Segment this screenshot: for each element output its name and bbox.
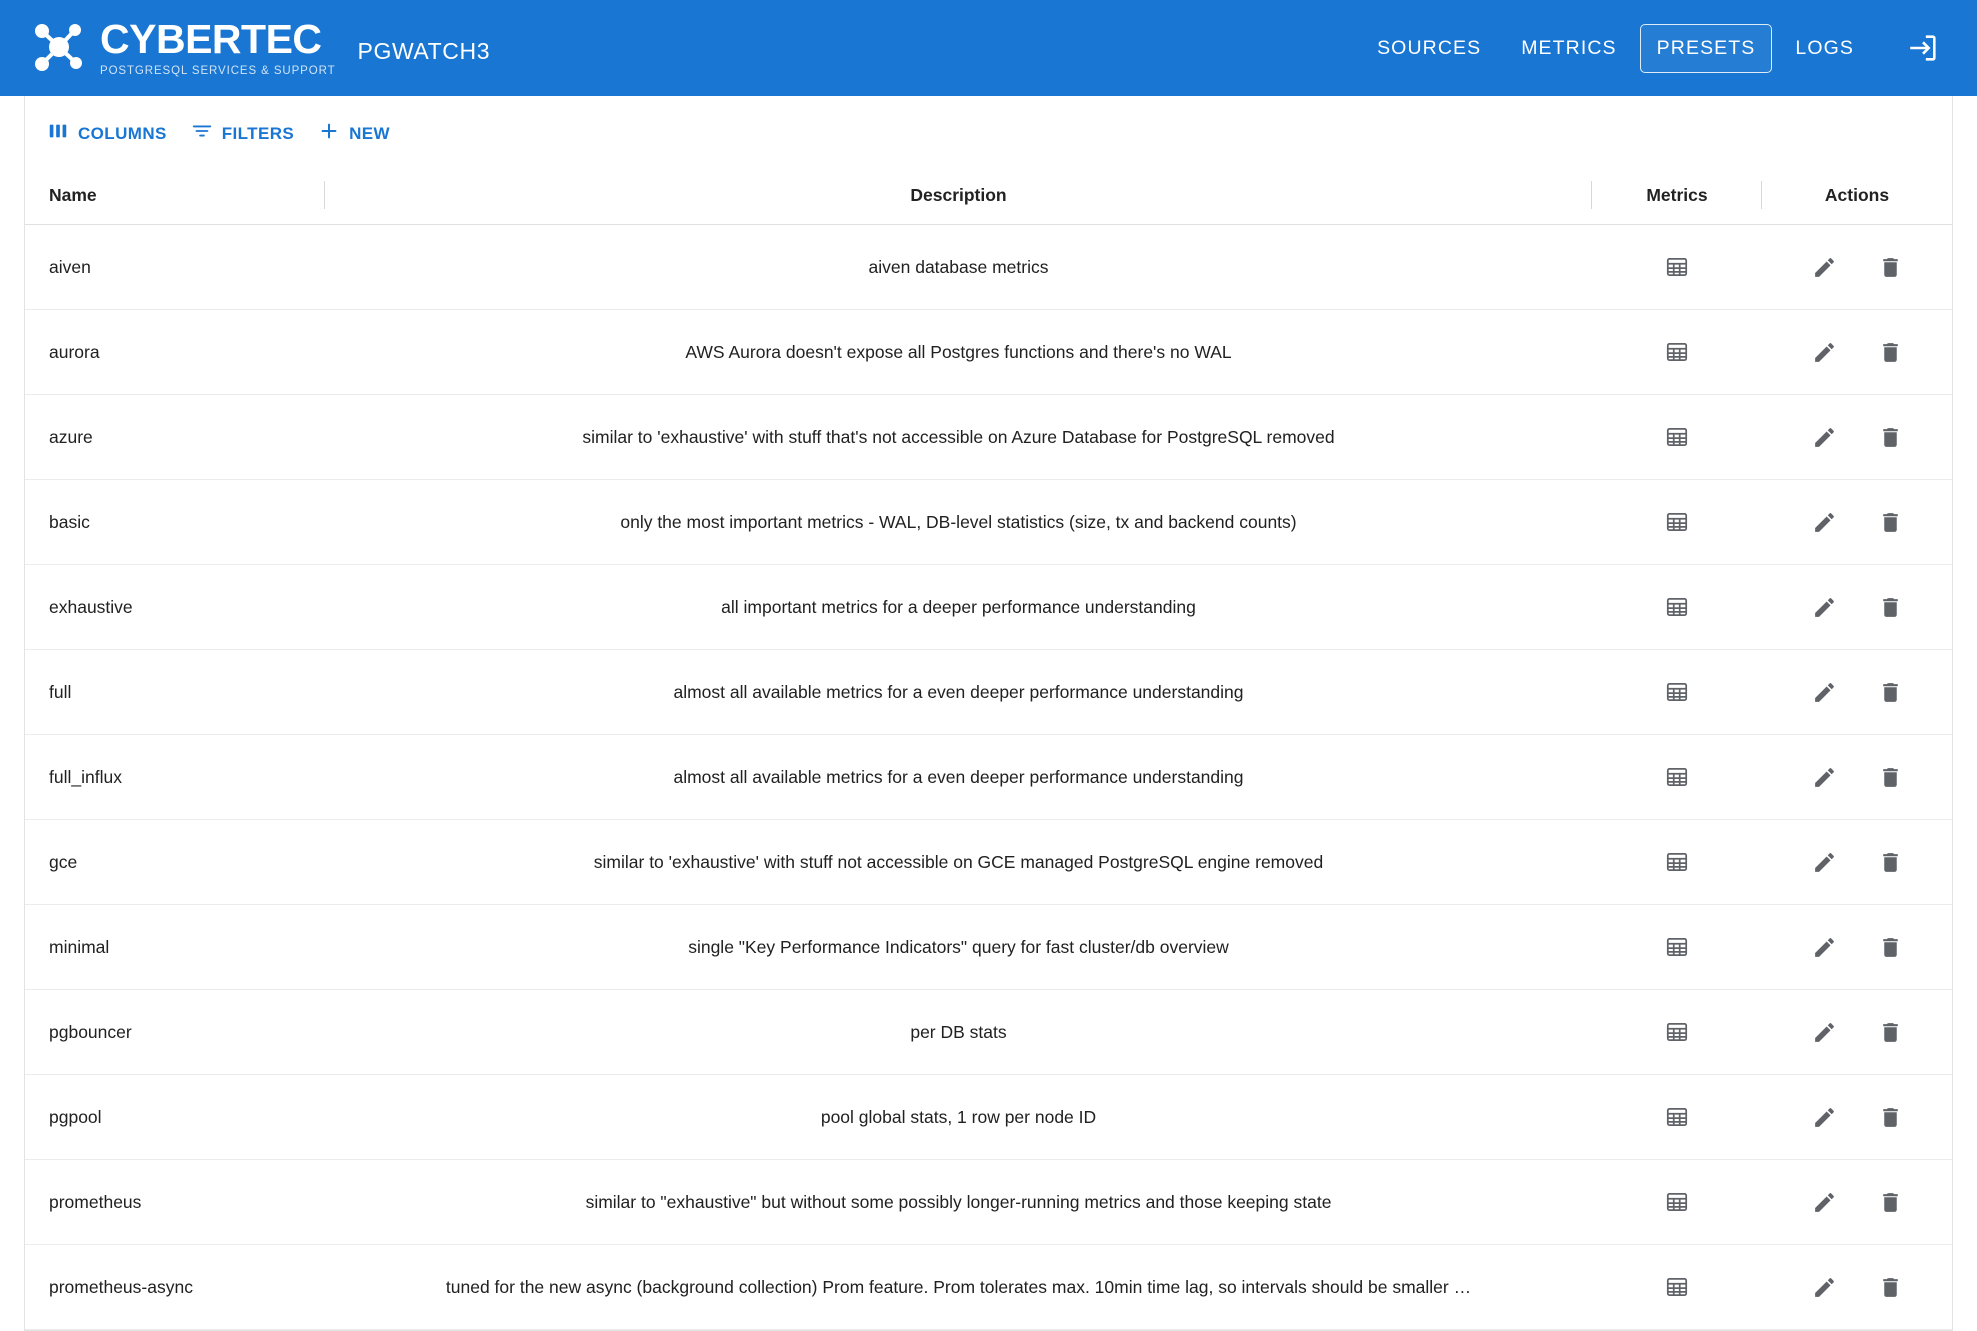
preset-metrics-cell bbox=[1592, 310, 1762, 395]
logout-icon[interactable] bbox=[1903, 28, 1943, 68]
table-grid-icon[interactable] bbox=[1657, 587, 1697, 627]
preset-actions-cell bbox=[1762, 735, 1952, 820]
trash-icon[interactable] bbox=[1870, 672, 1910, 712]
preset-name: full bbox=[25, 650, 325, 735]
column-header-actions-label: Actions bbox=[1824, 185, 1890, 205]
table-row[interactable] bbox=[25, 820, 1952, 905]
preset-description: similar to "exhaustive" but without some possibly longer-running metrics and those keeping state bbox=[325, 1160, 1592, 1245]
main-nav bbox=[1360, 24, 1953, 73]
column-header-description-label: Description bbox=[910, 185, 1007, 205]
preset-name: aurora bbox=[25, 310, 325, 395]
trash-icon[interactable] bbox=[1870, 1012, 1910, 1052]
column-header-name-label: Name bbox=[49, 185, 97, 205]
pencil-icon[interactable] bbox=[1804, 1097, 1844, 1137]
table-row[interactable] bbox=[25, 310, 1952, 395]
table-grid-icon[interactable] bbox=[1657, 1267, 1697, 1307]
preset-description: similar to 'exhaustive' with stuff not accessible on GCE managed PostgreSQL engine removed bbox=[325, 820, 1592, 905]
preset-actions-cell bbox=[1762, 1075, 1952, 1160]
new-label: NEW bbox=[349, 123, 390, 143]
filter-icon bbox=[191, 120, 213, 147]
presets-table bbox=[25, 167, 1952, 1330]
preset-description: only the most important metrics - WAL, DB-level statistics (size, tx and backend counts) bbox=[325, 480, 1592, 565]
nav-metrics[interactable]: METRICS bbox=[1521, 36, 1617, 59]
preset-actions-cell bbox=[1762, 1160, 1952, 1245]
table-grid-icon[interactable] bbox=[1657, 1097, 1697, 1137]
plus-icon bbox=[318, 120, 340, 147]
preset-name: full_influx bbox=[25, 735, 325, 820]
pencil-icon[interactable] bbox=[1804, 332, 1844, 372]
table-grid-icon[interactable] bbox=[1657, 417, 1697, 457]
trash-icon[interactable] bbox=[1870, 587, 1910, 627]
preset-actions-cell bbox=[1762, 480, 1952, 565]
trash-icon[interactable] bbox=[1870, 1097, 1910, 1137]
table-grid-icon[interactable] bbox=[1657, 247, 1697, 287]
nav-logs[interactable]: LOGS bbox=[1795, 36, 1854, 59]
preset-actions-cell bbox=[1762, 395, 1952, 480]
preset-metrics-cell bbox=[1592, 735, 1762, 820]
pencil-icon[interactable] bbox=[1804, 927, 1844, 967]
preset-actions-cell bbox=[1762, 990, 1952, 1075]
pencil-icon[interactable] bbox=[1804, 502, 1844, 542]
pencil-icon[interactable] bbox=[1804, 672, 1844, 712]
trash-icon[interactable] bbox=[1870, 417, 1910, 457]
preset-metrics-cell bbox=[1592, 480, 1762, 565]
preset-metrics-cell bbox=[1592, 650, 1762, 735]
column-header-description[interactable] bbox=[325, 167, 1592, 225]
nav-presets[interactable]: PRESETS bbox=[1640, 24, 1773, 73]
table-grid-icon[interactable] bbox=[1657, 672, 1697, 712]
table-head bbox=[25, 167, 1952, 225]
trash-icon[interactable] bbox=[1870, 1267, 1910, 1307]
table-row[interactable] bbox=[25, 1160, 1952, 1245]
pencil-icon[interactable] bbox=[1804, 1012, 1844, 1052]
table-row[interactable] bbox=[25, 480, 1952, 565]
preset-description: almost all available metrics for a even deeper performance understanding bbox=[325, 735, 1592, 820]
preset-name: exhaustive bbox=[25, 565, 325, 650]
nav-sources[interactable]: SOURCES bbox=[1377, 36, 1482, 59]
table-row[interactable] bbox=[25, 735, 1952, 820]
preset-description: AWS Aurora doesn't expose all Postgres functions and there's no WAL bbox=[325, 310, 1592, 395]
table-row[interactable] bbox=[25, 565, 1952, 650]
app-header bbox=[0, 0, 1977, 96]
preset-metrics-cell bbox=[1592, 820, 1762, 905]
preset-metrics-cell bbox=[1592, 905, 1762, 990]
preset-metrics-cell bbox=[1592, 1075, 1762, 1160]
preset-name: aiven bbox=[25, 225, 325, 310]
table-row[interactable] bbox=[25, 1245, 1952, 1330]
preset-actions-cell bbox=[1762, 1245, 1952, 1330]
table-row[interactable] bbox=[25, 650, 1952, 735]
preset-description: pool global stats, 1 row per node ID bbox=[325, 1075, 1592, 1160]
column-header-name[interactable] bbox=[25, 167, 325, 225]
table-grid-icon[interactable] bbox=[1657, 502, 1697, 542]
table-row[interactable] bbox=[25, 395, 1952, 480]
preset-description: all important metrics for a deeper performance understanding bbox=[325, 565, 1592, 650]
preset-metrics-cell bbox=[1592, 1245, 1762, 1330]
preset-name: basic bbox=[25, 480, 325, 565]
preset-metrics-cell bbox=[1592, 1160, 1762, 1245]
filters-label: FILTERS bbox=[221, 123, 295, 143]
trash-icon[interactable] bbox=[1870, 757, 1910, 797]
brand bbox=[28, 17, 490, 79]
preset-actions-cell bbox=[1762, 565, 1952, 650]
brand-name: CYBERTEC bbox=[100, 16, 322, 62]
preset-actions-cell bbox=[1762, 905, 1952, 990]
preset-description: aiven database metrics bbox=[325, 225, 1592, 310]
pencil-icon[interactable] bbox=[1804, 417, 1844, 457]
table-grid-icon[interactable] bbox=[1657, 927, 1697, 967]
columns-button[interactable] bbox=[35, 112, 179, 155]
preset-name: minimal bbox=[25, 905, 325, 990]
trash-icon[interactable] bbox=[1870, 1182, 1910, 1222]
trash-icon[interactable] bbox=[1870, 332, 1910, 372]
table-grid-icon[interactable] bbox=[1657, 332, 1697, 372]
trash-icon[interactable] bbox=[1870, 247, 1910, 287]
cybertec-logo-icon bbox=[28, 17, 90, 79]
table-grid-icon[interactable] bbox=[1657, 842, 1697, 882]
preset-actions-cell bbox=[1762, 820, 1952, 905]
preset-actions-cell bbox=[1762, 650, 1952, 735]
trash-icon[interactable] bbox=[1870, 502, 1910, 542]
pencil-icon[interactable] bbox=[1804, 247, 1844, 287]
preset-name: pgbouncer bbox=[25, 990, 325, 1075]
columns-label: COLUMNS bbox=[78, 123, 167, 143]
preset-actions-cell bbox=[1762, 310, 1952, 395]
preset-description: single "Key Performance Indicators" query for fast cluster/db overview bbox=[325, 905, 1592, 990]
table-grid-icon[interactable] bbox=[1657, 1182, 1697, 1222]
preset-name: prometheus-async bbox=[25, 1245, 325, 1330]
column-header-metrics-label: Metrics bbox=[1646, 185, 1708, 205]
columns-icon bbox=[47, 120, 69, 147]
table-grid-icon[interactable] bbox=[1657, 1012, 1697, 1052]
preset-description: tuned for the new async (background collection) Prom feature. Prom tolerates max. 10min time lag, so intervals should be smaller … bbox=[325, 1245, 1592, 1330]
presets-card bbox=[24, 96, 1953, 1331]
table-header-row bbox=[25, 167, 1952, 225]
preset-metrics-cell bbox=[1592, 395, 1762, 480]
table-row[interactable] bbox=[25, 905, 1952, 990]
pencil-icon[interactable] bbox=[1804, 757, 1844, 797]
pencil-icon[interactable] bbox=[1804, 842, 1844, 882]
preset-description: almost all available metrics for a even deeper performance understanding bbox=[325, 650, 1592, 735]
preset-metrics-cell bbox=[1592, 565, 1762, 650]
filters-button[interactable] bbox=[179, 112, 306, 155]
table-grid-icon[interactable] bbox=[1657, 757, 1697, 797]
brand-tagline: POSTGRESQL SERVICES & SUPPORT bbox=[100, 65, 336, 77]
trash-icon[interactable] bbox=[1870, 927, 1910, 967]
preset-description: per DB stats bbox=[325, 990, 1592, 1075]
column-header-metrics[interactable] bbox=[1592, 167, 1762, 225]
pencil-icon[interactable] bbox=[1804, 1267, 1844, 1307]
pencil-icon[interactable] bbox=[1804, 1182, 1844, 1222]
preset-name: azure bbox=[25, 395, 325, 480]
preset-name: gce bbox=[25, 820, 325, 905]
preset-metrics-cell bbox=[1592, 225, 1762, 310]
preset-description: similar to 'exhaustive' with stuff that's not accessible on Azure Database for PostgreSQL removed bbox=[325, 395, 1592, 480]
table-body bbox=[25, 225, 1952, 1330]
pencil-icon[interactable] bbox=[1804, 587, 1844, 627]
new-button[interactable] bbox=[306, 112, 402, 155]
trash-icon[interactable] bbox=[1870, 842, 1910, 882]
column-header-actions[interactable] bbox=[1762, 167, 1952, 225]
table-toolbar bbox=[25, 96, 1952, 167]
table-row[interactable] bbox=[25, 1075, 1952, 1160]
preset-metrics-cell bbox=[1592, 990, 1762, 1075]
app-title: PGWATCH3 bbox=[357, 37, 491, 64]
table-row[interactable] bbox=[25, 225, 1952, 310]
preset-name: prometheus bbox=[25, 1160, 325, 1245]
page-content bbox=[0, 96, 1977, 1331]
preset-name: pgpool bbox=[25, 1075, 325, 1160]
table-row[interactable] bbox=[25, 990, 1952, 1075]
preset-actions-cell bbox=[1762, 225, 1952, 310]
